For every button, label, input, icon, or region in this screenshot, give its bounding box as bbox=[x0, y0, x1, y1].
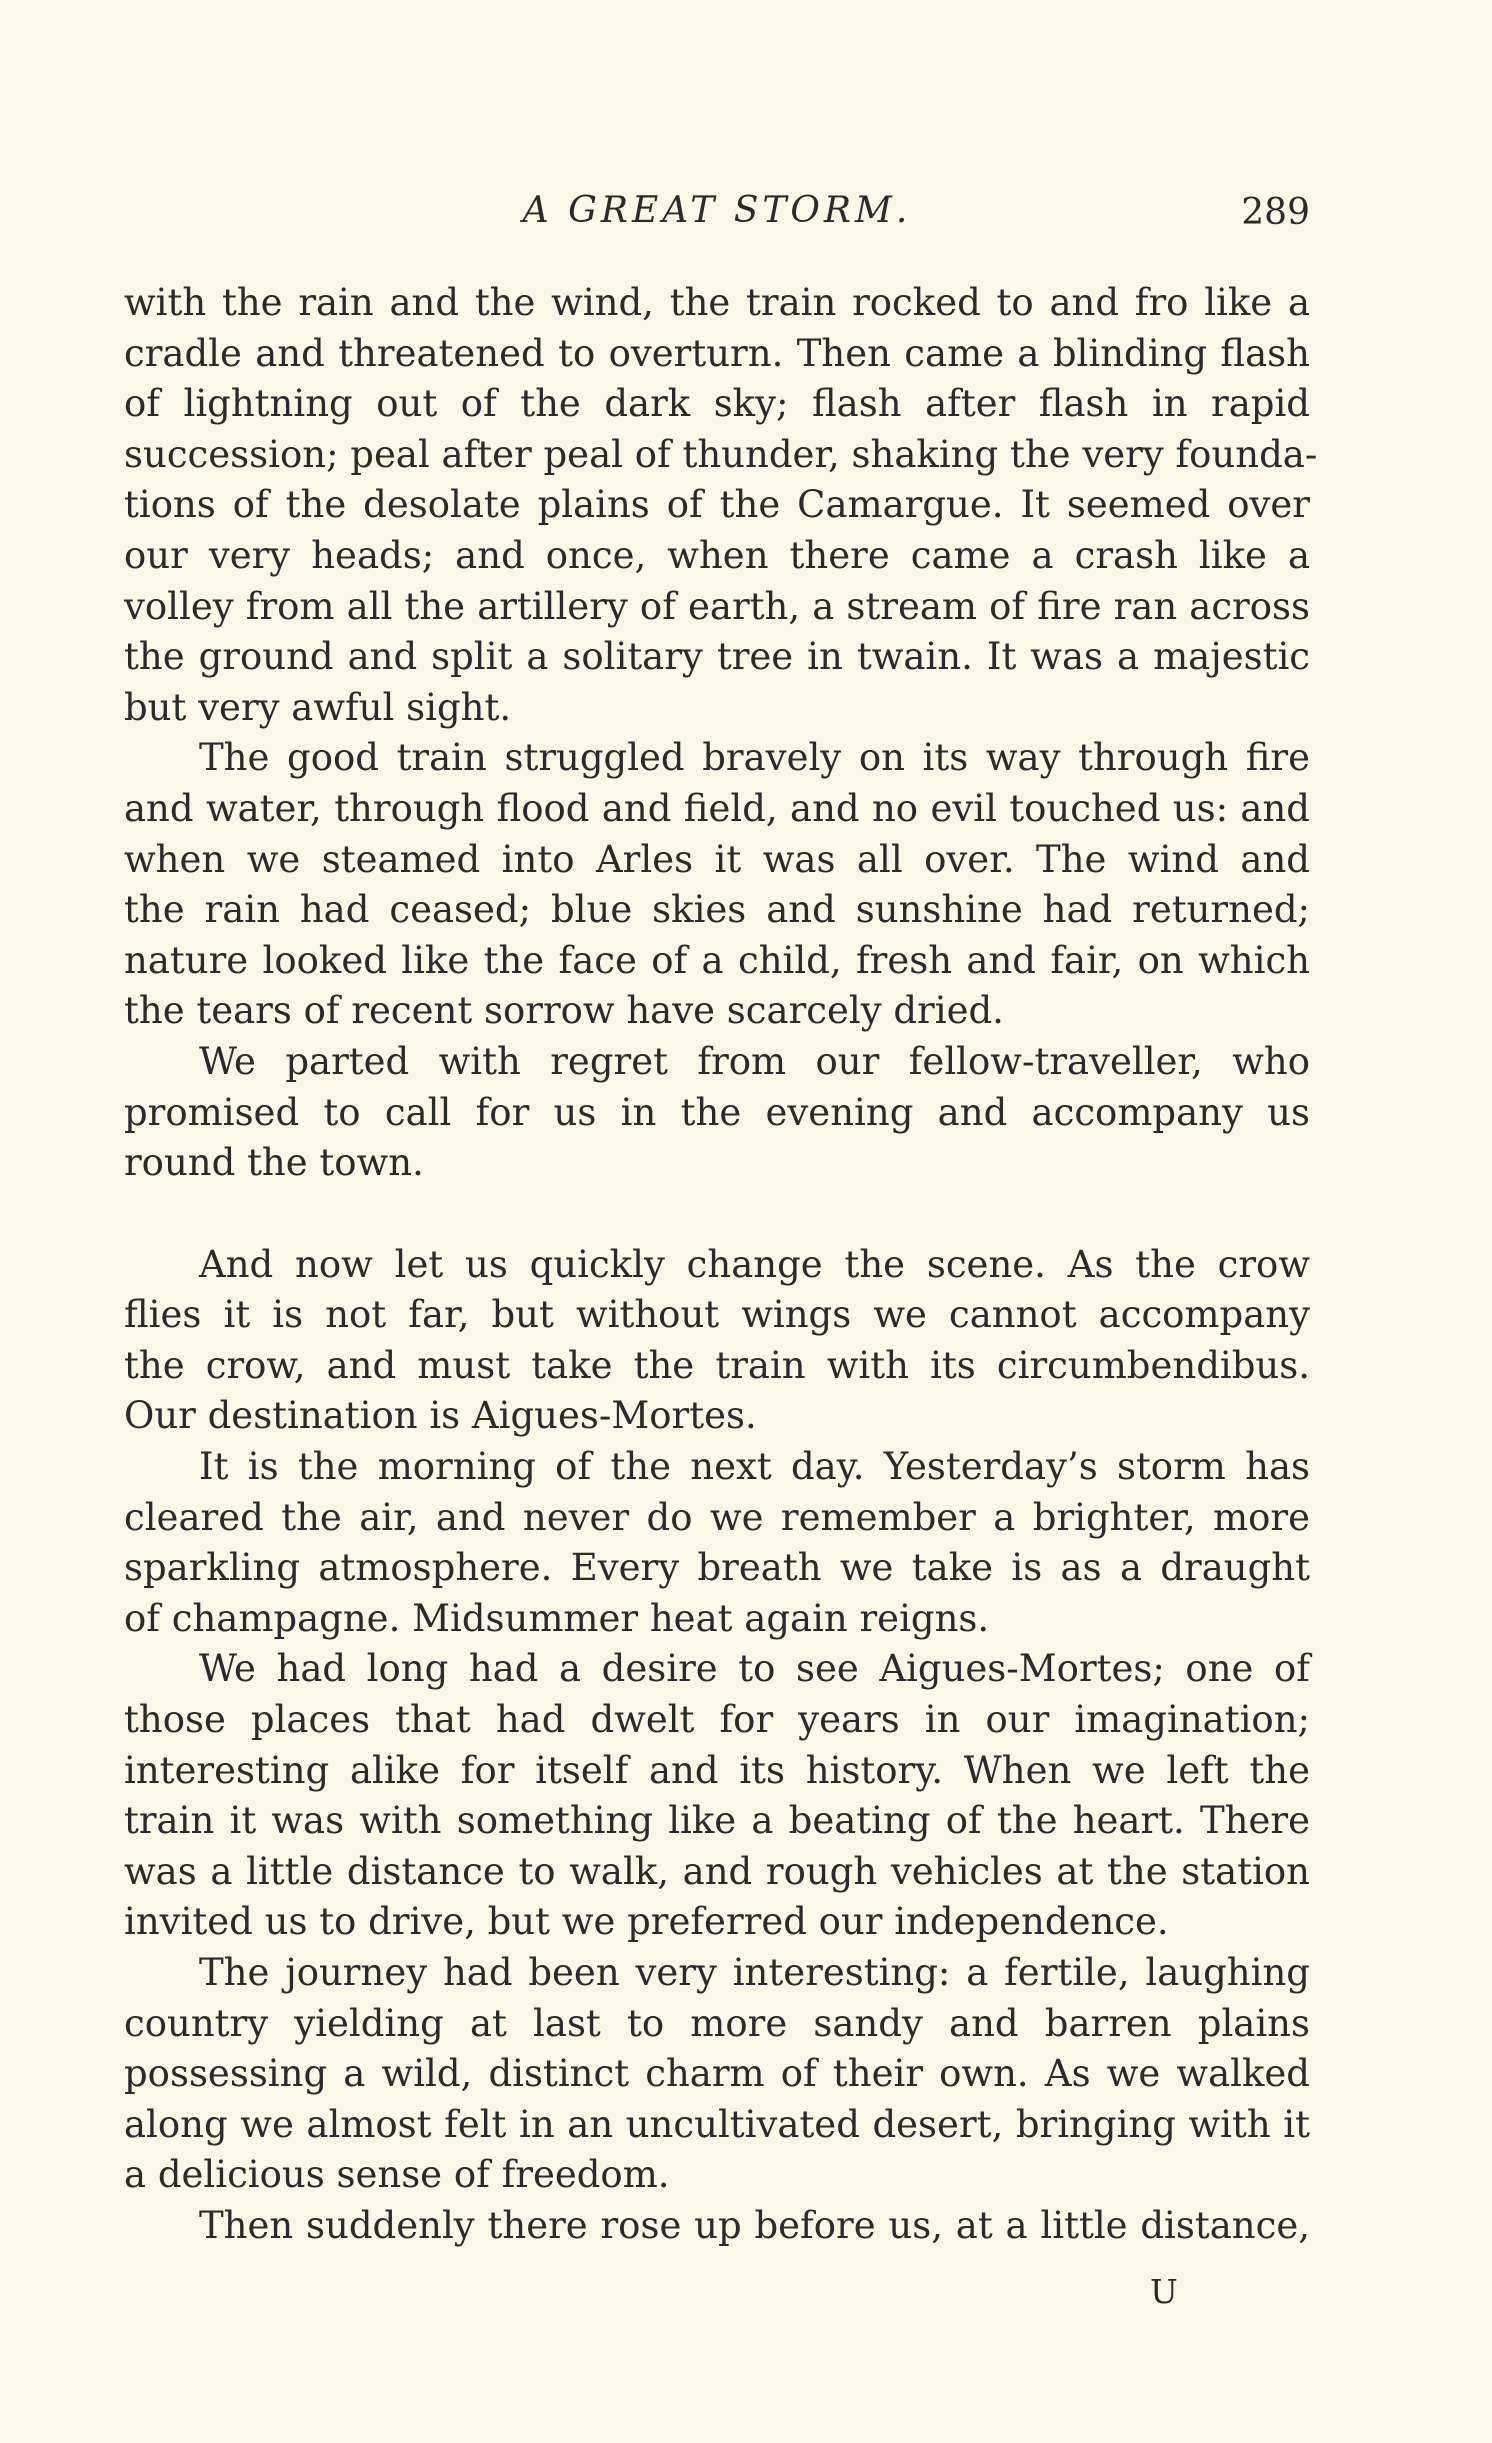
text-line: those places that had dwelt for years in our imagination; bbox=[124, 1698, 1310, 1742]
text-line: succession; peal after peal of thunder, shaking the very founda- bbox=[124, 432, 1318, 476]
text-line: sparkling atmosphere. Every breath we take is as a draught bbox=[124, 1546, 1310, 1590]
text-line: And now let us quickly change the scene. As the crow bbox=[199, 1242, 1310, 1286]
text-line: tions of the desolate plains of the Camargue. It seemed over bbox=[124, 483, 1310, 527]
text-line: We parted with regret from our fellow-traveller, who bbox=[199, 1039, 1310, 1083]
text-line: volley from all the artillery of earth, a stream of fire ran across bbox=[124, 584, 1310, 628]
text-line: interesting alike for itself and its history. When we left the bbox=[124, 1748, 1310, 1792]
text-line: flies it is not far, but without wings we cannot accompany bbox=[124, 1293, 1310, 1337]
text-line: It is the morning of the next day. Yesterday’s storm has bbox=[199, 1445, 1310, 1489]
text-line: and water, through flood and field, and no evil touched us: and bbox=[124, 786, 1310, 830]
text-line: invited us to drive, but we preferred our independence. bbox=[124, 1900, 1169, 1944]
text-line: country yielding at last to more sandy and barren plains bbox=[124, 2001, 1310, 2045]
text-line: cleared the air, and never do we remember a brighter, more bbox=[124, 1495, 1310, 1539]
text-line: the ground and split a solitary tree in twain. It was a majestic bbox=[124, 635, 1310, 679]
text-line: the rain had ceased; blue skies and sunshine had returned; bbox=[124, 888, 1310, 932]
text-line: Our destination is Aigues-Mortes. bbox=[124, 1394, 757, 1438]
page-number: 289 bbox=[1241, 192, 1310, 233]
text-line: was a little distance to walk, and rough vehicles at the station bbox=[124, 1849, 1310, 1893]
signature-mark: U bbox=[1150, 2272, 1178, 2311]
text-line: train it was with something like a beating of the heart. There bbox=[124, 1799, 1310, 1843]
text-line: our very heads; and once, when there came a crash like a bbox=[124, 533, 1310, 577]
section-break bbox=[124, 1189, 1310, 1240]
text-line: of lightning out of the dark sky; flash after flash in rapid bbox=[124, 382, 1310, 426]
text-line: nature looked like the face of a child, fresh and fair, on which bbox=[124, 938, 1310, 982]
text-line: The good train struggled bravely on its way through fire bbox=[199, 736, 1310, 780]
text-line: the crow, and must take the train with its circumbendibus. bbox=[124, 1343, 1310, 1387]
text-line: round the town. bbox=[124, 1141, 424, 1185]
text-line: along we almost felt in an uncultivated desert, bringing with it bbox=[124, 2102, 1310, 2146]
text-line: cradle and threatened to overturn. Then came a blinding flash bbox=[124, 331, 1310, 375]
text-line: the tears of recent sorrow have scarcely dried. bbox=[124, 989, 1004, 1033]
text-line: The journey had been very interesting: a fertile, laughing bbox=[199, 1951, 1310, 1994]
text-line: promised to call for us in the evening and accompany us bbox=[124, 1090, 1310, 1134]
text-line: of champagne. Midsummer heat again reigns. bbox=[124, 1596, 990, 1640]
text-line: but very awful sight. bbox=[124, 685, 512, 729]
text-line: possessing a wild, distinct charm of their own. As we walked bbox=[124, 2052, 1310, 2096]
text-line: a delicious sense of freedom. bbox=[124, 2153, 670, 2197]
text-line: when we steamed into Arles it was all over. The wind and bbox=[124, 837, 1310, 881]
text-line: with the rain and the wind, the train rocked to and fro like a bbox=[124, 281, 1310, 324]
text-line: We had long had a desire to see Aigues-Mortes; one of bbox=[199, 1647, 1310, 1691]
running-head bbox=[124, 190, 1310, 240]
body-text bbox=[124, 278, 1318, 2252]
running-title: A GREAT STORM. bbox=[522, 190, 912, 231]
text-line: Then suddenly there rose up before us, at a little distance, bbox=[199, 2203, 1310, 2247]
